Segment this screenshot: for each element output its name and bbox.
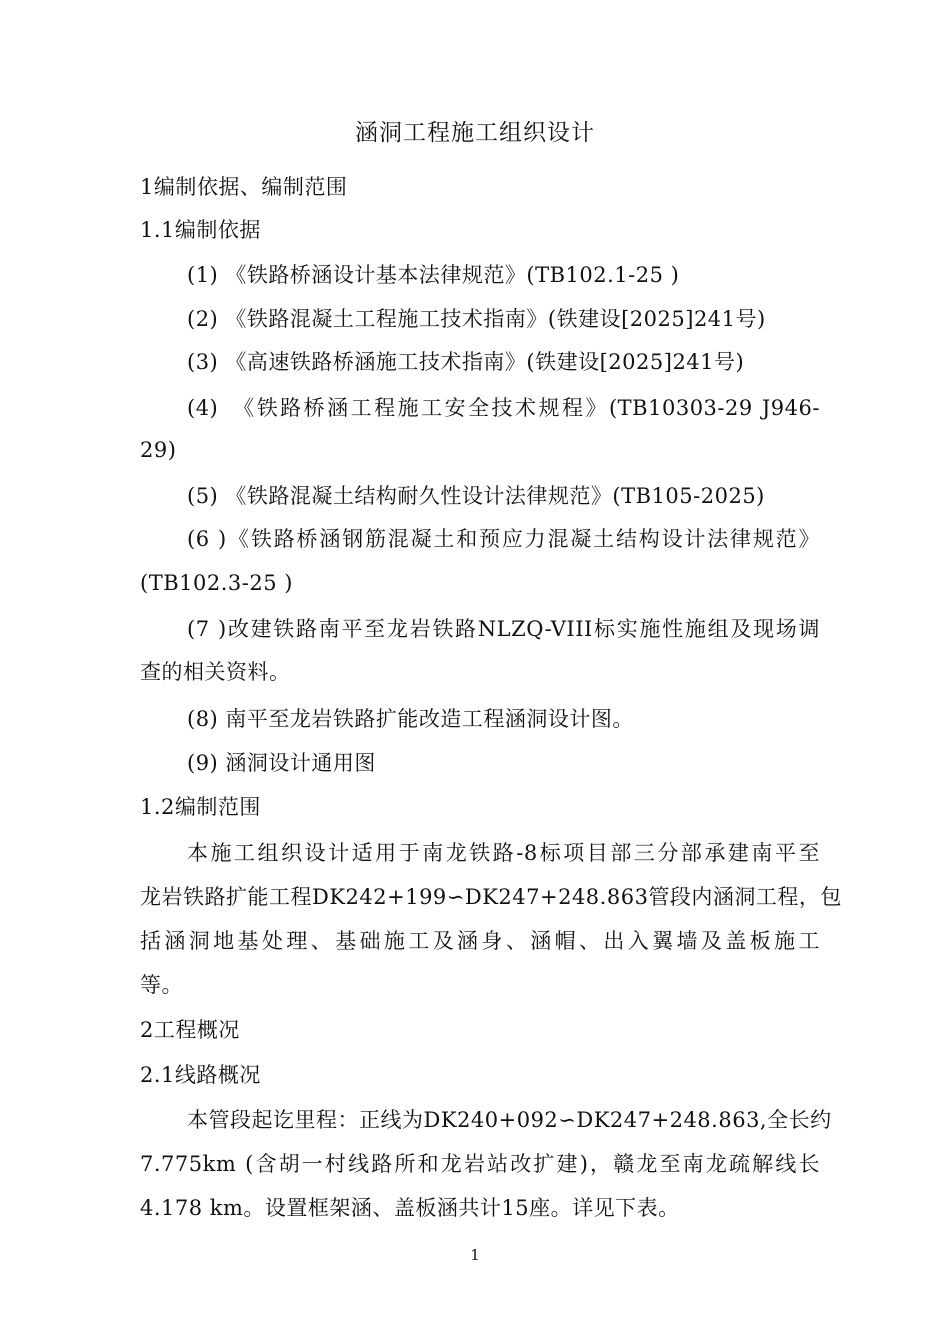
scope-paragraph-line-1: 本施工组织设计适用于南龙铁路-8标项目部三分部承建南平至 — [187, 841, 820, 865]
reference-item-5: (5) 《铁路混凝土结构耐久性设计法律规范》(TB105-2025) — [187, 484, 765, 508]
reference-item-2: (2) 《铁路混凝土工程施工技术指南》(铁建设[2025]241号) — [187, 307, 766, 331]
reference-item-7-cont: 查的相关资料。 — [140, 660, 291, 684]
reference-item-3: (3) 《高速铁路桥涵施工技术指南》(铁建设[2025]241号) — [187, 350, 745, 374]
reference-item-9: (9) 涵洞设计通用图 — [187, 751, 376, 775]
reference-item-4-cont: 29) — [140, 438, 177, 462]
reference-item-6-cont: (TB102.3-25 ) — [140, 571, 293, 595]
reference-item-7: (7 )改建铁路南平至龙岩铁路NLZQ-VIII标实施性施组及现场调 — [187, 617, 820, 641]
section-heading-1-2: 1.2编制范围 — [140, 795, 261, 819]
overview-paragraph-line-1: 本管段起讫里程：正线为DK240+092∽DK247+248.863,全长约 — [187, 1108, 832, 1132]
scope-paragraph-line-3: 括涵洞地基处理、基础施工及涵身、涵帽、出入翼墙及盖板施工 — [140, 929, 820, 953]
overview-paragraph-line-2: 7.775km (含胡一村线路所和龙岩站改扩建)，赣龙至南龙疏解线长 — [140, 1152, 820, 1176]
section-heading-2: 2工程概况 — [140, 1018, 240, 1042]
page-number: 1 — [470, 1246, 480, 1264]
section-heading-1-1: 1.1编制依据 — [140, 218, 261, 242]
document-title: 涵洞工程施工组织设计 — [355, 120, 595, 146]
overview-paragraph-line-3: 4.178 km。设置框架涵、盖板涵共计15座。详见下表。 — [140, 1196, 680, 1220]
reference-item-1: (1) 《铁路桥涵设计基本法律规范》(TB102.1-25 ) — [187, 263, 680, 287]
scope-paragraph-line-2: 龙岩铁路扩能工程DK242+199∽DK247+248.863管段内涵洞工程，包 — [140, 885, 842, 909]
reference-item-6: (6 )《铁路桥涵钢筋混凝土和预应力混凝土结构设计法律规范》 — [187, 527, 820, 551]
section-heading-2-1: 2.1线路概况 — [140, 1063, 261, 1087]
scope-paragraph-line-4: 等。 — [140, 973, 183, 997]
reference-item-8: (8) 南平至龙岩铁路扩能改造工程涵洞设计图。 — [187, 707, 634, 731]
section-heading-1: 1编制依据、编制范围 — [140, 175, 348, 199]
reference-item-4: (4) 《铁路桥涵工程施工安全技术规程》(TB10303-29 J946- — [187, 396, 820, 420]
